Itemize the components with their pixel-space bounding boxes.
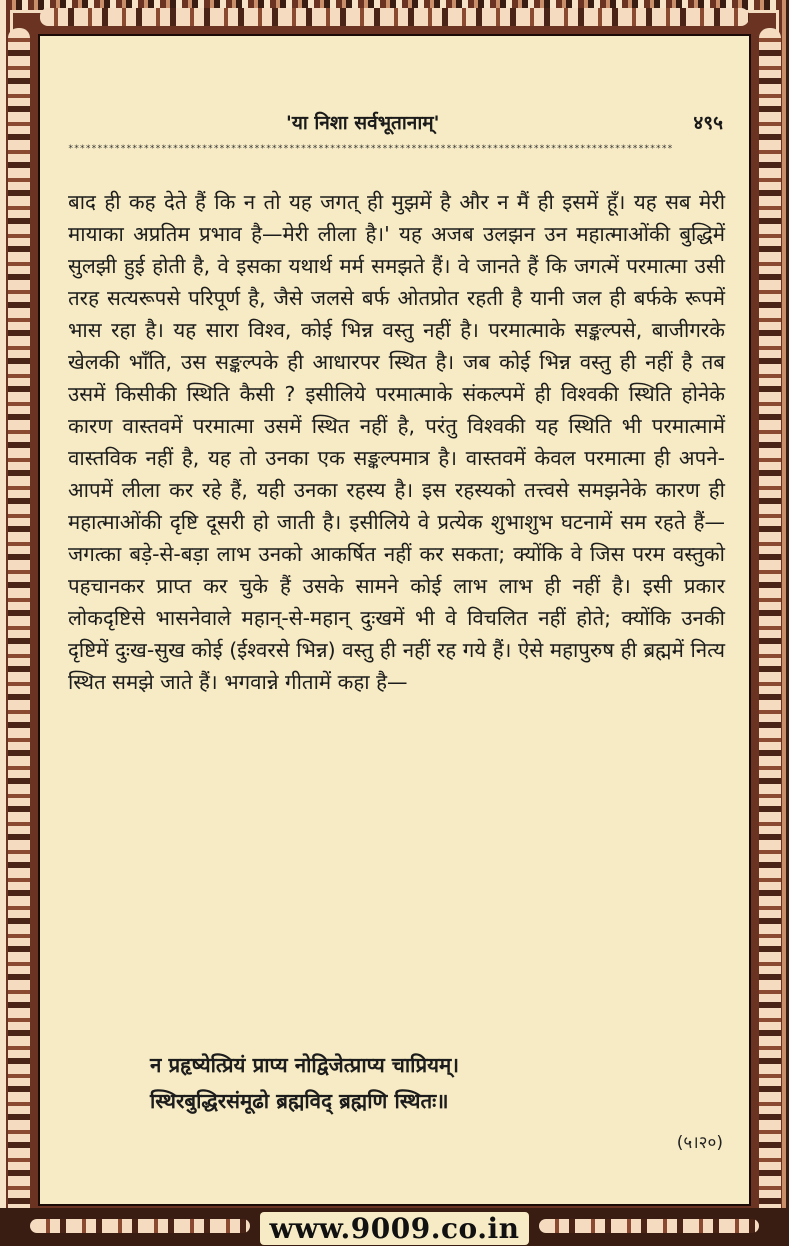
main-paragraph: बाद ही कह देते हैं कि न तो यह जगत् ही मुझमें है और न मैं ही इसमें हूँ। यह सब मेरी मायाका अप्रतिम प्रभाव है—मेरी लीला है।' यह अजब उलझन उन महात्माओंकी बुद्धिमें सुलझी हुई होती है, वे इसका यथार्थ मर्म समझते हैं। वे जानते हैं कि जगत्में परमात्मा उसी तरह सत्यरूपसे परिपूर्ण है, जैसे जलसे बर्फ ओतप्रोत रहती है यानी जल ही बर्फके रूपमें भास रहा है। यह सारा विश्व, कोई भिन्न वस्तु नहीं है। परमात्माके सङ्कल्पसे, बाजीगरके खेलकी भाँति, उस सङ्कल्पके ही आधारपर स्थित है। जब कोई भिन्न वस्तु ही नहीं है तब उसमें किसीकी स्थिति कैसी ? इसीलिये परमात्माके संकल्पमें ही विश्वकी स्थिति होनेके कारण वास्तवमें परमात्मा उसमें स्थित नहीं है, परंतु विश्वकी यह स्थिति भी परमात्मामें वास्तविक नहीं है, यह तो उनका एक सङ्कल्पमात्र है। वास्तवमें केवल परमात्मा ही अपने-आपमें लीला कर रहे हैं, यही उनका रहस्य है। इस रहस्यको तत्त्वसे समझनेके कारण ही महात्माओंकी दृष्टि दूसरी हो जाती है। इसीलिये वे प्रत्येक शुभाशुभ घटनामें सम रहते हैं—जगत्का बड़े-से-बड़ा लाभ उनको आकर्षित नहीं कर सकता; क्योंकि वे जिस परम वस्तुको पहचानकर प्राप्त कर चुके हैं उसके सामने कोई लाभ लाभ ही नहीं है। इसी प्रकार लोकदृष्टिसे भासनेवाले महान्-से-महान् दुःखमें भी वे विचलित नहीं होते; क्योंकि उनकी दृष्टिमें दुःख-सुख कोई (ईश्वरसे भिन्न) वस्तु ही नहीं रह गये हैं। ऐसे महापुरुष ही ब्रह्ममें नित्य स्थित समझे जाते हैं। भगवान्ने गीतामें कहा है— xyxy=(68,190,725,694)
gita-verse xyxy=(68,1047,725,1119)
header-divider: ******************************************************************************************************** xyxy=(68,144,674,154)
verse-line-1: न प्रहृष्येत्प्रियं प्राप्य नोद्विजेत्प्राप्य चाप्रियम्। xyxy=(150,1053,460,1077)
page-number: ४९५ xyxy=(693,112,723,134)
frame-ornament-right xyxy=(759,28,781,1218)
footer-watermark xyxy=(0,1212,789,1245)
verse-reference: (५।२०) xyxy=(676,1133,723,1153)
page-header xyxy=(38,109,751,139)
book-page xyxy=(38,34,751,1206)
frame-ornament-left xyxy=(8,28,30,1218)
verse-line-2: स्थिरबुद्धिरसंमूढो ब्रह्मविद् ब्रह्मणि स्थितः॥ xyxy=(150,1089,449,1113)
body-text xyxy=(68,186,725,698)
website-url: www.9009.co.in xyxy=(260,1212,530,1245)
running-title: 'या निशा सर्वभूतानाम्' xyxy=(286,112,440,134)
frame-ornament-top xyxy=(40,8,749,26)
